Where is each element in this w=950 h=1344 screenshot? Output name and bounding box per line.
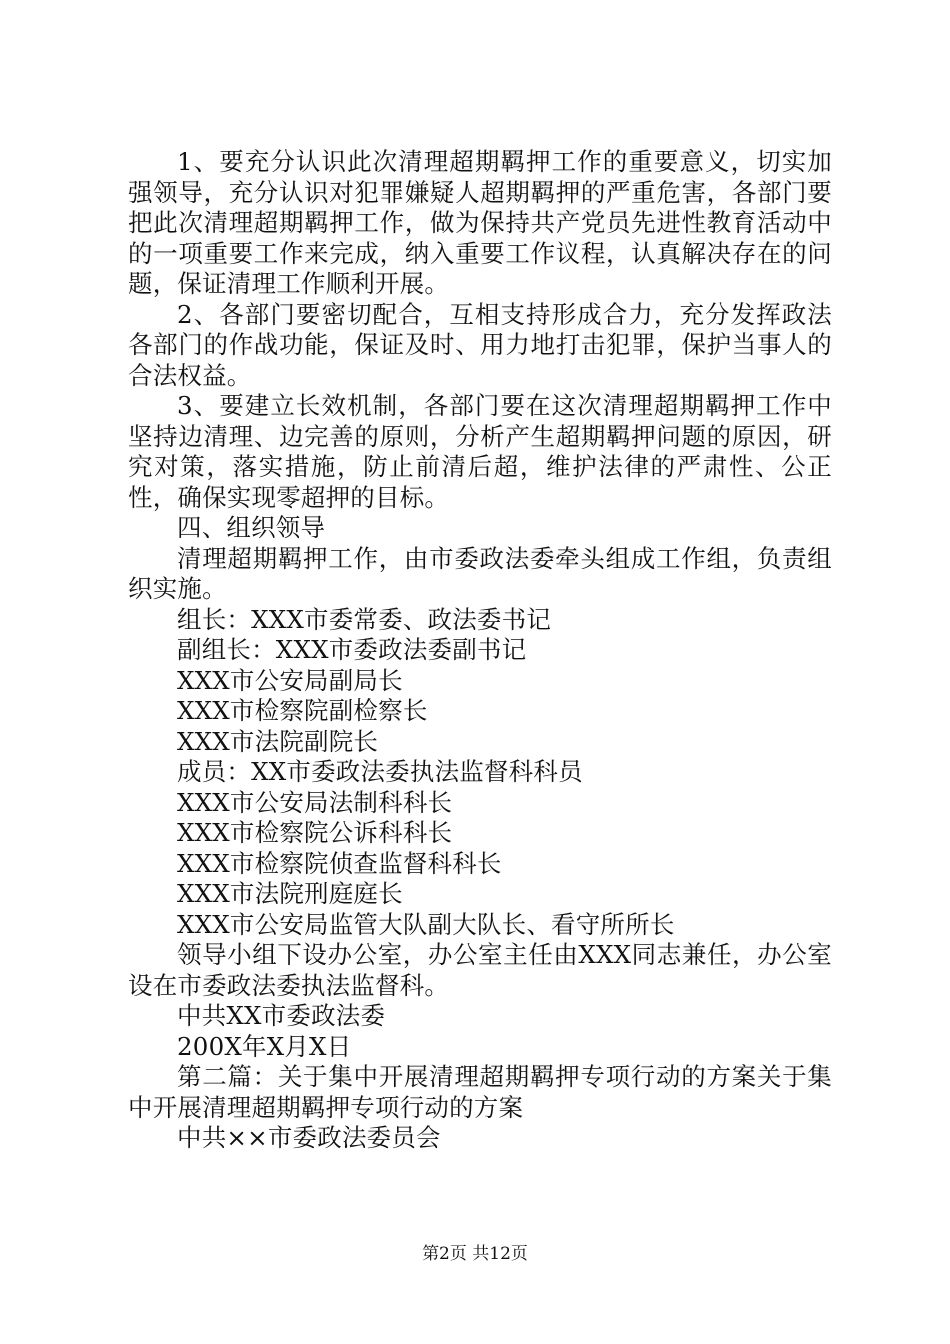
line-deputy-procuratorate: XXX市检察院副检察长 [177,696,428,725]
line-deputy-court: XXX市法院副院长 [177,726,379,756]
line-member-detention: XXX市公安局监管大队副大队长、看守所所长 [177,909,675,939]
line-deputy-leader: 副组长：XXX市委政法委副书记 [177,635,527,664]
document-body [128,147,832,1154]
line-members: 成员：XX市委政法委执法监督科科员 [177,757,583,786]
paragraph-requirement-1: 1、要充分认识此次清理超期羁押工作的重要意义，切实加强领导，充分认识对犯罪嫌疑人超期羁押的严重危害，各部门要把此次清理超期羁押工作，做为保持共产党员先进性教育活动中的一项重要工作来完成，纳入重要工作议程，认真解决存在的问题，保证清理工作顺利开展。 [128,147,832,298]
section-heading-organization: 四、组织领导 [177,513,326,542]
line-member-criminal-court: XXX市法院刑庭庭长 [177,879,403,908]
line-group-leader: 组长：XXX市委常委、政法委书记 [177,604,552,634]
line-member-legal-section: XXX市公安局法制科科长 [177,787,453,817]
page-number-footer: 第2页 共12页 [422,1244,528,1264]
signature-date: 200X年X月X日 [177,1031,352,1061]
paragraph-requirement-3: 3、要建立长效机制，各部门要在这次清理超期羁押工作中坚持边清理、边完善的原则，分析产生超期羁押问题的原因，研究对策，落实措施，防止前清后超，维护法律的严肃性、公正性，确保实现零超押的目标。 [128,391,832,512]
chapter-two-issuer: 中共××市委政法委员会 [177,1123,441,1152]
line-deputy-public-security: XXX市公安局副局长 [177,665,403,695]
paragraph-office: 领导小组下设办公室，办公室主任由XXX同志兼任，办公室设在市委政法委执法监督科。 [128,940,832,1000]
signature-organization: 中共XX市委政法委 [177,1001,386,1030]
chapter-two-title: 第二篇：关于集中开展清理超期羁押专项行动的方案关于集中开展清理超期羁押专项行动的方案 [128,1062,832,1122]
paragraph-requirement-2: 2、各部门要密切配合，互相支持形成合力，充分发挥政法各部门的作战功能，保证及时、用力地打击犯罪，保护当事人的合法权益。 [128,299,832,390]
line-member-investigation-section: XXX市检察院侦查监督科科长 [177,848,502,878]
line-member-prosecution-section: XXX市检察院公诉科科长 [177,818,453,847]
paragraph-organization-intro: 清理超期羁押工作，由市委政法委牵头组成工作组，负责组织实施。 [128,543,832,603]
